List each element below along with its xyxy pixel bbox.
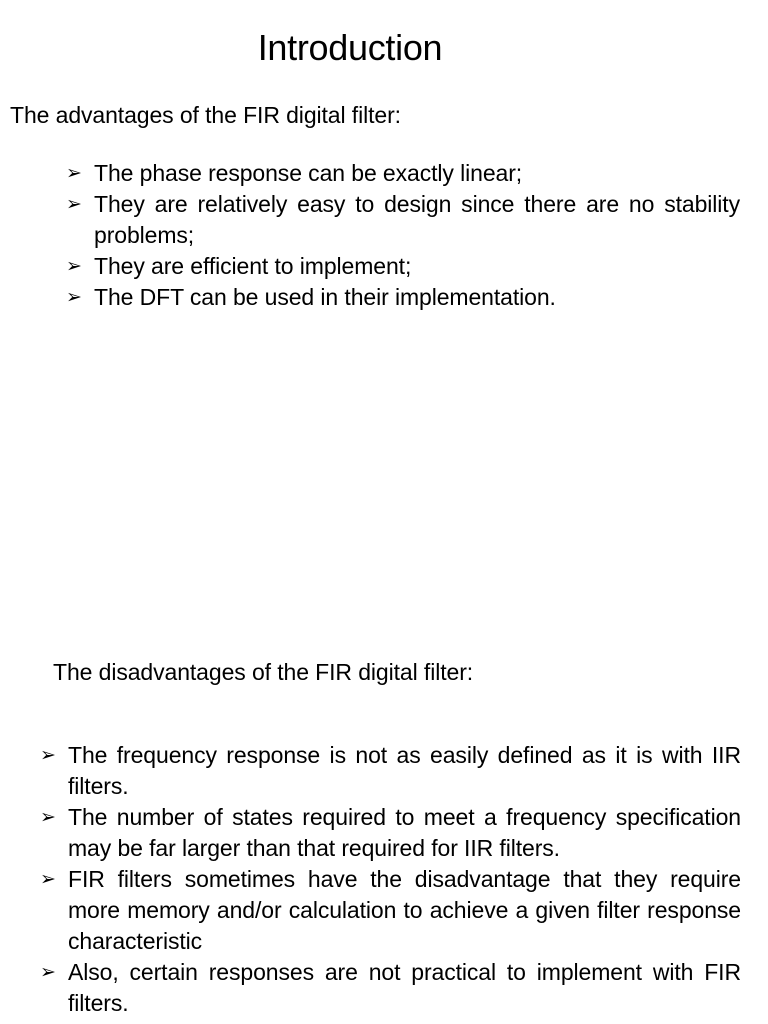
list-item: [66, 282, 740, 313]
advantages-heading: The advantages of the FIR digital filter:: [10, 102, 401, 128]
advantage-text: They are efficient to implement;: [94, 253, 412, 279]
arrow-bullet-icon: ➢: [40, 745, 56, 766]
arrow-bullet-icon: ➢: [40, 807, 56, 828]
list-item: [40, 802, 741, 864]
list-item: [40, 864, 741, 957]
list-item: [40, 957, 741, 1019]
list-item: [40, 740, 741, 802]
list-item: [66, 251, 740, 282]
arrow-bullet-icon: ➢: [66, 194, 82, 215]
disadvantages-list: [40, 740, 741, 1019]
list-item: [66, 189, 740, 251]
advantage-text: The DFT can be used in their implementation.: [94, 284, 556, 310]
disadvantage-text: Also, certain responses are not practical to implement with FIR filters.: [68, 959, 741, 1016]
disadvantages-heading: The disadvantages of the FIR digital filter:: [53, 659, 474, 685]
arrow-bullet-icon: ➢: [40, 962, 56, 983]
disadvantage-text: FIR filters sometimes have the disadvantage that they require more memory and/or calculation to achieve a given filter response characteristic: [68, 866, 741, 954]
advantage-text: The phase response can be exactly linear;: [94, 160, 523, 186]
arrow-bullet-icon: ➢: [66, 163, 82, 184]
arrow-bullet-icon: ➢: [66, 256, 82, 277]
disadvantage-text: The number of states required to meet a frequency specification may be far larger than that required for IIR filters.: [68, 804, 741, 861]
advantages-list: [66, 158, 740, 313]
list-item: [66, 158, 740, 189]
arrow-bullet-icon: ➢: [40, 869, 56, 890]
page-title: Introduction: [257, 27, 443, 68]
arrow-bullet-icon: ➢: [66, 287, 82, 308]
disadvantage-text: The frequency response is not as easily defined as it is with IIR filters.: [68, 742, 741, 799]
advantage-text: They are relatively easy to design since there are no stability problems;: [94, 191, 740, 248]
